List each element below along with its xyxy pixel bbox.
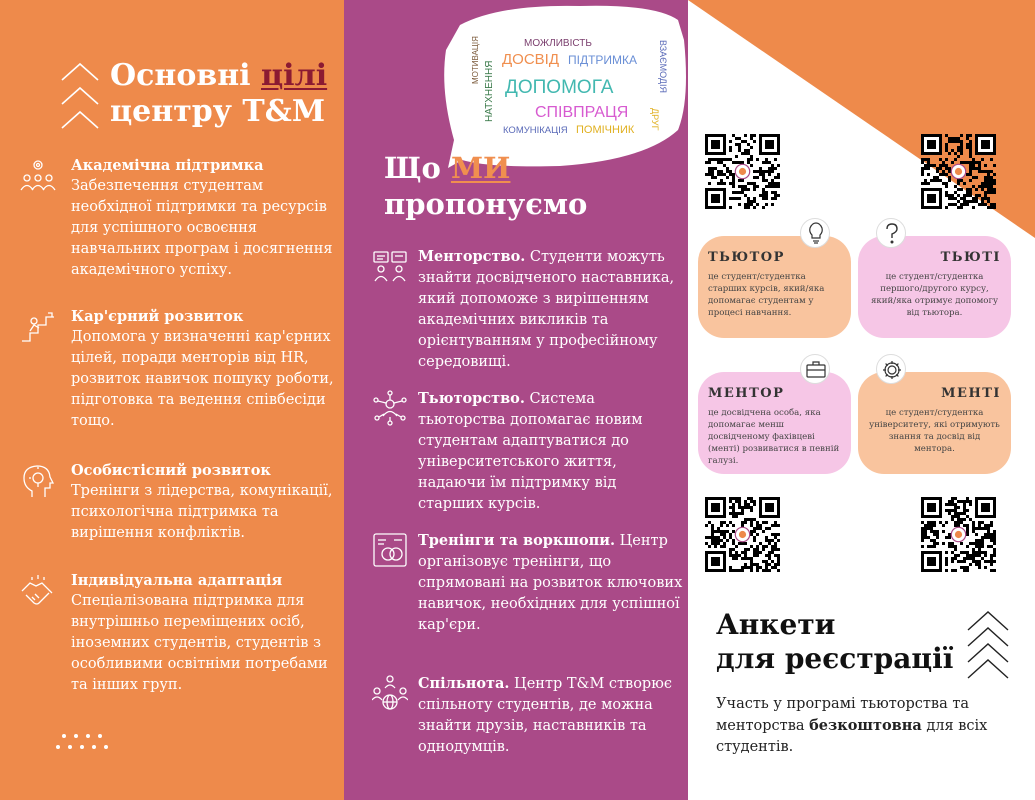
career-ladder-icon [20,309,56,345]
goal-individual-adaptation [20,571,340,696]
network-people-icon [372,390,408,426]
cloud-word: СПІВПРАЦЯ [535,104,629,121]
cloud-word: ДРУГ [650,108,660,131]
goal-text: Спеціалізована підтримка для внутрішньо переміщених осіб, іноземних студентів, студентів з особливими освітніми потребами та інших груп. [71,593,328,693]
cloud-word: ДОПОМОГА [505,77,614,98]
question-icon [876,218,906,248]
service-community [372,673,684,758]
cloud-word: МОТИВАЦІЯ [471,36,480,84]
service-tutoring [372,388,684,515]
head-lightbulb-icon [20,463,56,499]
registration-note: Участь у програмі тьюторства та менторства безкоштовна для всіх студентів. [716,696,988,755]
training-screen-icon [372,532,408,568]
service-text: Тренінги та воркшопи. Центр організовує тренінги, що спрямовані на розвиток ключових навичок, необхідних для успішної кар'єри. [418,532,683,633]
goal-personal-development [20,461,340,544]
word-cloud [440,0,690,168]
left-panel [0,0,344,800]
card-text: це досвідчена особа, яка допомагає менш досвідченому фахівцеві (менті) розвиватися в певній галузі. [708,408,840,466]
card-text: це студент/студентка університету, які отримують знання та досвід від ментора. [869,408,1000,454]
card-title: ТЬЮТІ [940,250,1001,265]
right-panel [688,0,1035,800]
card-mentee [858,372,1011,474]
service-trainings [372,530,684,636]
card-title: ТЬЮТОР [708,250,785,265]
goal-academic-support [20,156,340,281]
registration-title: Анкети для реєстрації [716,608,954,675]
goal-text: Забезпечення студентам необхідної підтримки та ресурсів для успішного освоєння навчальних програм і досягнення академічного успіху. [71,178,333,278]
cloud-word: КОМУНІКАЦІЯ [503,125,568,136]
cloud-word: НАТХНЕННЯ [484,60,495,122]
cloud-word: ВЗАЄМОДІЯ [658,40,668,94]
service-mentoring [372,246,684,373]
qr-code-tutee[interactable] [921,134,996,209]
handshake-icon [20,573,56,609]
goal-title: Академічна підтримка [71,157,264,174]
lightbulb-icon [800,218,830,248]
goals-title: Основні цілі центру T&M [110,58,328,129]
service-text: Спільнота. Центр T&M створює спільноту студентів, де можна знайти друзів, наставників та однодумців. [418,675,672,755]
goal-text: Тренінги з лідерства, комунікації, психологічна підтримка та вирішення конфліктів. [71,483,333,541]
mentoring-icon [372,248,408,284]
goal-text: Допомога у визначенні кар'єрних цілей, поради менторів від HR, розвиток навичок пошуку роботи, підготовка та ведення співбесіди тощо. [71,329,334,429]
card-text: це студент/студентка старших курсів, який/яка допомагає студентам у процесі навчання. [708,272,825,318]
cloud-word: ПІДТРИМКА [568,53,638,67]
card-mentor [698,372,851,474]
community-globe-icon [372,675,408,711]
goal-title: Індивідуальна адаптація [71,572,283,589]
offer-title: Що МИ пропонуємо [384,151,588,221]
card-tutee [858,236,1011,338]
service-text: Менторство. Студенти можуть знайти досвідченого наставника, який допоможе з вирішенням академічних викликів та орієнтуванням у професійному середовищі. [418,248,675,370]
goal-title: Особистісний розвиток [71,462,271,479]
cloud-word: МОЖЛИВІСТЬ [524,38,592,49]
goal-title: Кар'єрний розвиток [71,308,244,325]
card-title: МЕНТІ [941,386,1001,401]
gear-icon [876,354,906,384]
card-tutor [698,236,851,338]
goal-career-development [20,307,340,432]
cloud-word: ПОМІЧНИК [576,124,635,136]
briefcase-icon [800,354,830,384]
cloud-word: ДОСВІД [502,51,559,68]
qr-code-tutor[interactable] [705,134,780,209]
decorative-dots [52,733,112,751]
qr-code-mentee[interactable] [921,497,996,572]
team-gear-icon [20,158,56,194]
chevrons-up-icon [966,610,1010,682]
chevrons-up-icon [60,58,100,136]
middle-panel [344,0,688,800]
qr-code-mentor[interactable] [705,497,780,572]
card-title: МЕНТОР [708,386,785,401]
service-text: Тьюторство. Система тьюторства допомагає новим студентам адаптуватися до університетського життя, надаючи їм підтримку від старших курсів. [418,390,643,512]
card-text: це студент/студентка першого/другого курсу, який/яка отримує допомогу від тьютора. [870,272,999,318]
